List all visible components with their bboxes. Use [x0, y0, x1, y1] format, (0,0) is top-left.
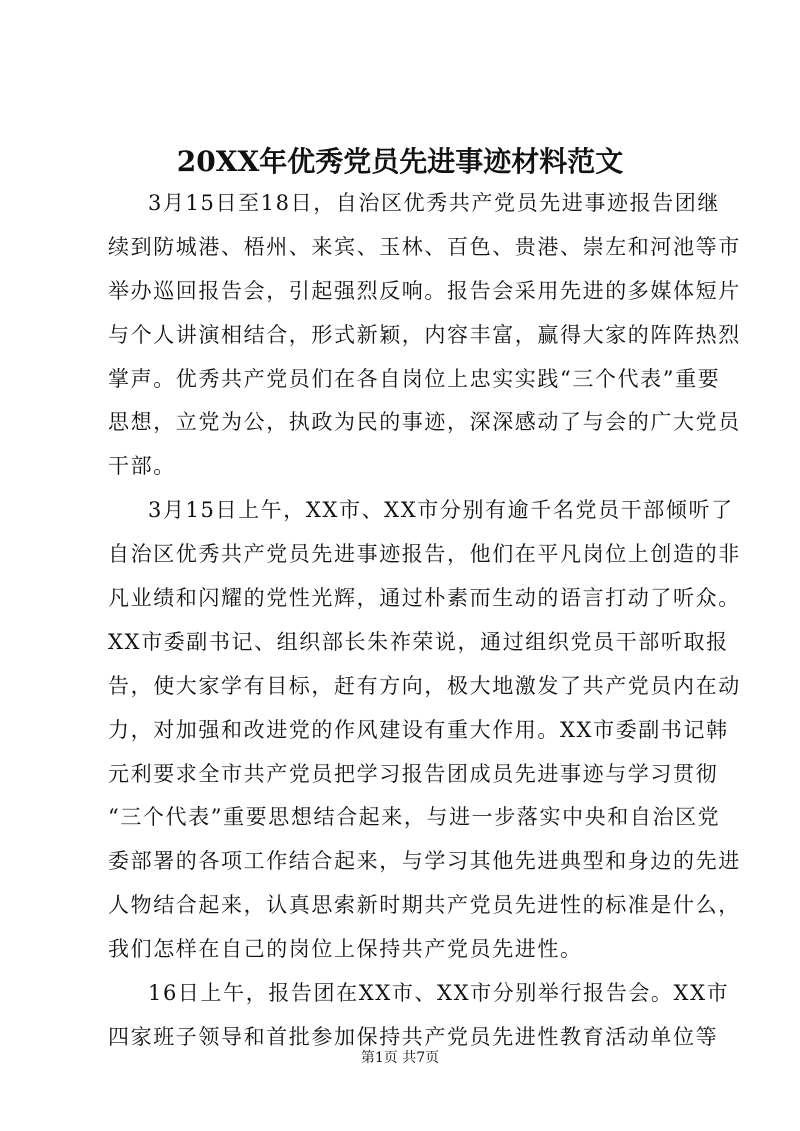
text-line: 四家班子领导和首批参加保持共产党员先进性教育活动单位等: [108, 1024, 719, 1049]
text-line: “三个代表”重要思想结合起来，与进一步落实中央和自治区党: [108, 805, 721, 830]
text-line: 与个人讲演相结合，形式新颖，内容丰富，赢得大家的阵阵热烈: [108, 322, 741, 347]
text-line: 掌声。优秀共产党员们在各自岗位上忠实实践“三个代表”重要: [108, 366, 721, 391]
text-line: 干部。: [108, 454, 176, 479]
text-line: 告，使大家学有目标，赶有方向，极大地激发了共产党员内在动: [108, 673, 741, 698]
document-title: 20XX年优秀党员先进事迹材料范文: [176, 145, 624, 178]
text-line: 3月15日上午，XX市、XX市分别有逾千名党员干部倾听了: [148, 498, 734, 523]
text-line: 委部署的各项工作结合起来，与学习其他先进典型和身边的先进: [108, 849, 741, 874]
text-line: 元利要求全市共产党员把学习报告团成员先进事迹与学习贯彻: [108, 761, 719, 786]
text-line: 力，对加强和改进党的作风建设有重大作用。XX市委副书记韩: [108, 717, 729, 742]
page-footer: 第1页 共7页: [360, 1050, 440, 1066]
text-line: 续到防城港、梧州、来宾、玉林、百色、贵港、崇左和河池等市: [108, 234, 741, 259]
text-line: 人物结合起来，认真思索新时期共产党员先进性的标准是什么，: [108, 893, 741, 918]
document-body: [108, 182, 741, 1060]
text-line: 自治区优秀共产党员先进事迹报告，他们在平凡岗位上创造的非: [108, 542, 741, 567]
text-line: 举办巡回报告会，引起强烈反响。报告会采用先进的多媒体短片: [108, 278, 741, 303]
text-line: 凡业绩和闪耀的党性光辉，通过朴素而生动的语言打动了听众。: [108, 586, 741, 611]
text-line: 思想，立党为公，执政为民的事迹，深深感动了与会的广大党员: [108, 410, 741, 435]
text-line: 3月15日至18日，自治区优秀共产党员先进事迹报告团继: [148, 191, 721, 215]
text-line: 我们怎样在自己的岗位上保持共产党员先进性。: [108, 937, 583, 962]
text-line: 16日上午，报告团在XX市、XX市分别举行报告会。XX市: [148, 981, 730, 1006]
text-line: XX市委副书记、组织部长朱祚荣说，通过组织党员干部听取报: [108, 629, 729, 654]
